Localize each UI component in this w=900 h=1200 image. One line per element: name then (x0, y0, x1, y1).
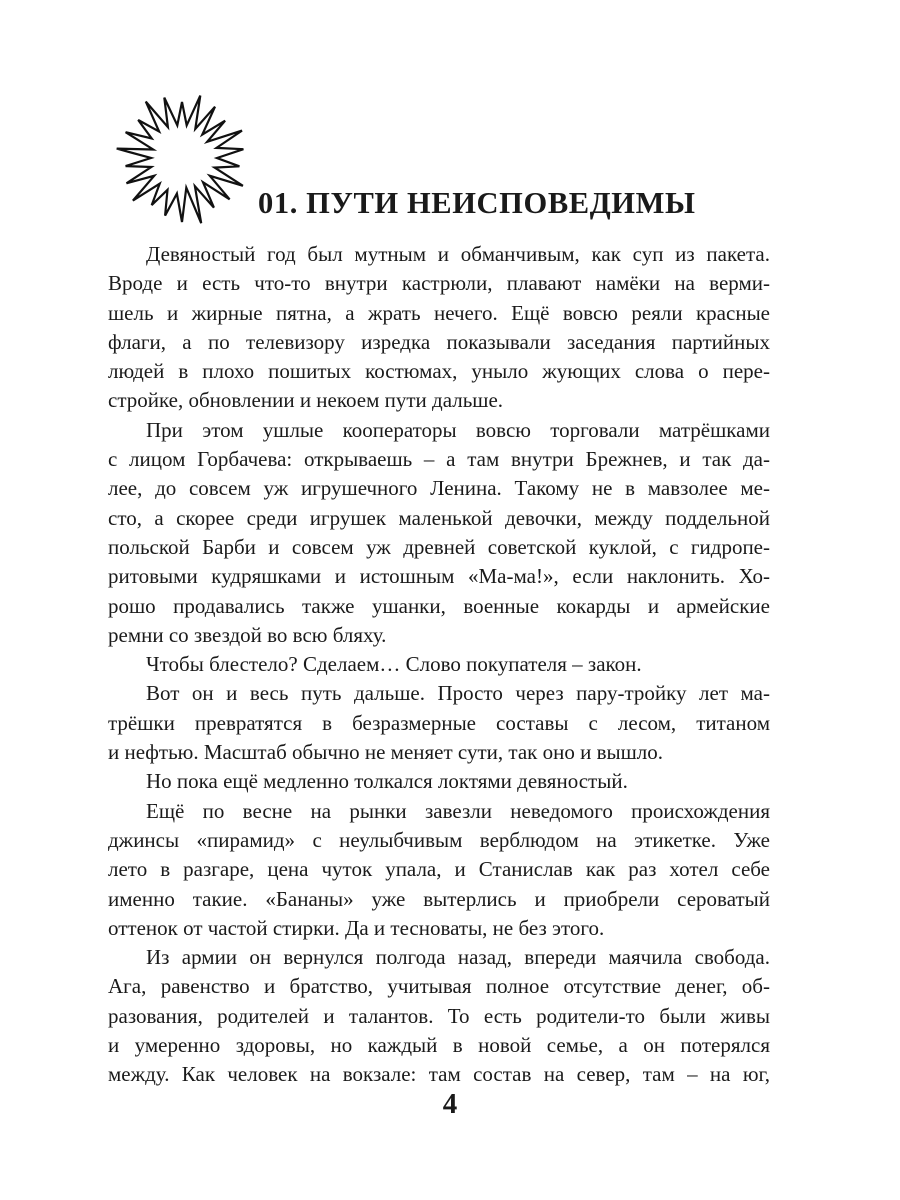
text-line: Но пока ещё медленно толкался локтями девяностый. (146, 769, 628, 794)
text-line: флаги, а по телевизору изредка показывали заседания партийных (108, 329, 770, 354)
text-line: и умеренно здоровы, но каждый в новой семье, а он потерялся (108, 1033, 770, 1058)
text-line: лето в разгаре, цена чуток упала, и Станислав как раз хотел себе (108, 857, 770, 882)
text-line: между. Как человек на вокзале: там состав на север, там – на юг, (108, 1062, 770, 1087)
paragraph (108, 943, 770, 1089)
paragraph (108, 416, 770, 650)
text-line: Ага, равенство и братство, учитывая полное отсутствие денег, об- (108, 974, 770, 999)
text-line: разования, родителей и талантов. То есть родители-то были живы (108, 1003, 770, 1028)
text-line: ремни со звездой во всю бляху. (108, 622, 387, 647)
text-line: польской Барби и совсем уж древней советской куклой, с гидропе- (108, 534, 770, 559)
paragraph (108, 650, 770, 679)
text-line: Вот он и весь путь дальше. Просто через пару-тройку лет ма- (146, 681, 770, 706)
text-line: ритовыми кудряшками и истошным «Ма-ма!», если наклонить. Хо- (108, 564, 770, 589)
text-line: Из армии он вернулся полгода назад, впереди маячила свобода. (146, 945, 770, 970)
chapter-body (108, 240, 770, 1090)
text-line: рошо продавались также ушанки, военные кокарды и армейские (108, 593, 770, 618)
text-line: джинсы «пирамид» с неулыбчивым верблюдом на этикетке. Уже (108, 827, 770, 852)
text-line: Вроде и есть что-то внутри кастрюли, плавают намёки на верми- (108, 271, 770, 296)
paragraph (108, 240, 770, 416)
text-line: сто, а скорее среди игрушек маленькой девочки, между поддельной (108, 505, 770, 530)
text-line: Ещё по весне на рынки завезли неведомого происхождения (146, 798, 770, 823)
paragraph (108, 767, 770, 796)
paragraph (108, 679, 770, 767)
text-line: именно такие. «Бананы» уже вытерлись и приобрели сероватый (108, 886, 770, 911)
page-number: 4 (442, 1088, 458, 1120)
starburst-shape (117, 96, 244, 224)
text-line: шель и жирные пятна, а жрать нечего. Ещё вовсю реяли красные (108, 300, 770, 325)
text-line: с лицом Горбачева: открываешь – а там внутри Брежнев, и так да- (108, 447, 770, 472)
text-line: трёшки превратятся в безразмерные составы с лесом, титаном (108, 710, 770, 735)
text-line: Девяностый год был мутным и обманчивым, как суп из пакета. (146, 242, 770, 266)
starburst-icon (104, 80, 256, 230)
text-line: лее, до совсем уж игрушечного Ленина. Такому не в мавзолее ме- (108, 476, 770, 501)
text-line: оттенок от частой стирки. Да и тесноваты, не без этого. (108, 915, 605, 940)
text-line: Чтобы блестело? Сделаем… Слово покупателя – закон. (146, 652, 642, 677)
chapter-title: 01. ПУТИ НЕИСПОВЕДИМЫ (258, 186, 696, 220)
text-line: стройке, обновлении и некоем пути дальше. (108, 388, 504, 413)
text-line: и нефтью. Масштаб обычно не меняет сути, так оно и вышло. (108, 740, 664, 765)
text-line: людей в плохо пошитых костюмах, уныло жующих слова о пере- (108, 359, 770, 384)
paragraph (108, 797, 770, 943)
text-line: При этом ушлые кооператоры вовсю торговали матрёшками (146, 417, 770, 442)
